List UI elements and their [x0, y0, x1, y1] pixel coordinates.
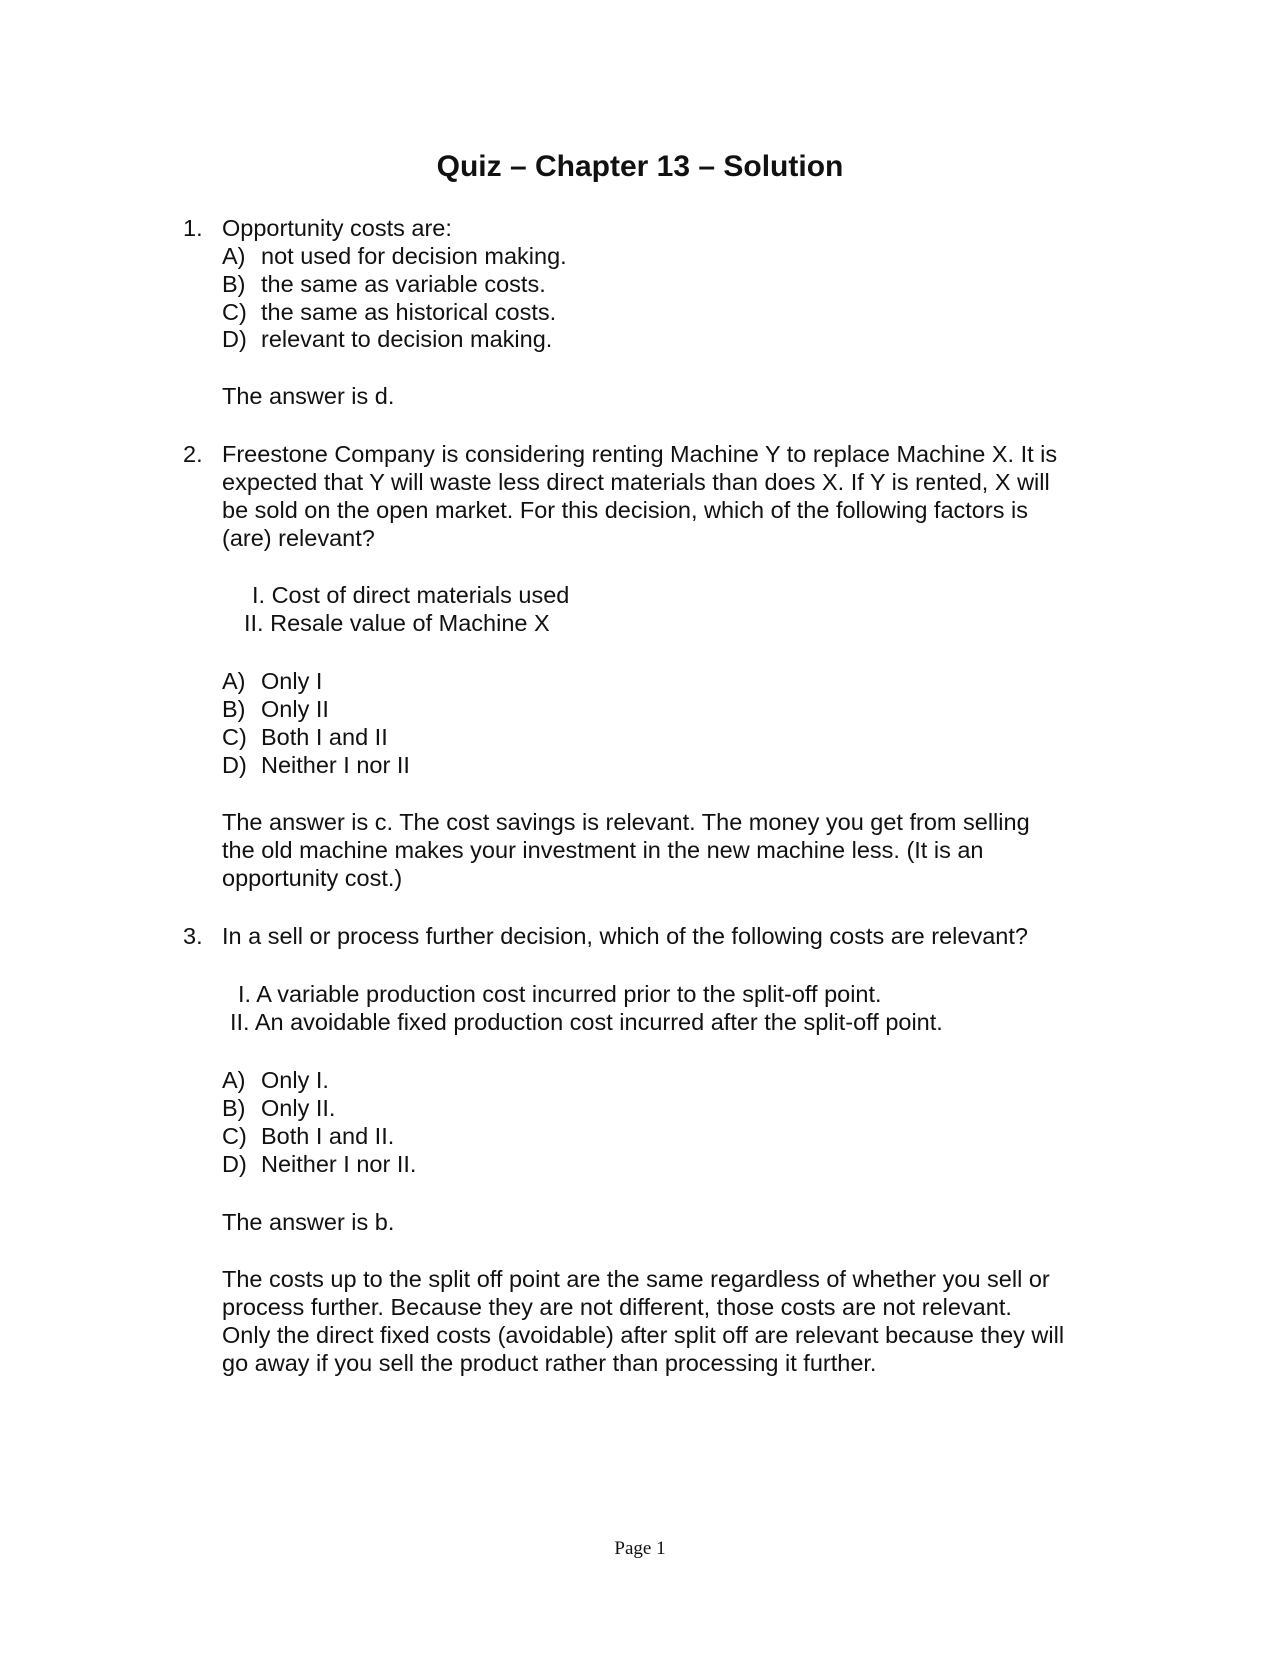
- question-2-stem-line-1: Freestone Company is considering renting Machine Y to replace Machine X. It is: [222, 441, 1058, 467]
- question-2-option-c-text: Both I and II: [261, 724, 388, 750]
- question-1-option-a-text: not used for decision making.: [261, 243, 567, 269]
- question-3-option-a-letter: A): [222, 1067, 246, 1093]
- question-2-option-a-letter: A): [222, 668, 246, 694]
- question-3-item-2: II. An avoidable fixed production cost incurred after the split-off point.: [230, 1009, 943, 1035]
- question-3-explanation-line-2: process further. Because they are not different, those costs are not relevant.: [222, 1294, 1012, 1320]
- question-2-number: 2.: [183, 441, 203, 467]
- question-1-option-c-letter: C): [222, 299, 247, 325]
- question-2-option-d-letter: D): [222, 752, 247, 778]
- question-2-stem-line-4: (are) relevant?: [222, 525, 375, 551]
- question-3-explanation-line-1: The costs up to the split off point are the same regardless of whether you sell or: [222, 1266, 1050, 1292]
- question-1-option-a-letter: A): [222, 243, 246, 269]
- question-3-explanation-line-4: go away if you sell the product rather than processing it further.: [222, 1350, 877, 1376]
- question-3-option-d-text: Neither I nor II.: [261, 1151, 417, 1177]
- question-1-stem: Opportunity costs are:: [222, 215, 452, 241]
- question-1-option-d-letter: D): [222, 326, 247, 352]
- question-3-number: 3.: [183, 923, 203, 949]
- question-2-answer-line-2: the old machine makes your investment in the new machine less. (It is an: [222, 837, 984, 863]
- question-1-option-c-text: the same as historical costs.: [261, 299, 557, 325]
- question-1-answer: The answer is d.: [222, 383, 395, 409]
- question-3-option-b-text: Only II.: [261, 1095, 336, 1121]
- question-2-item-1: I. Cost of direct materials used: [252, 582, 570, 608]
- question-2-answer-line-1: The answer is c. The cost savings is relevant. The money you get from selling: [222, 809, 1030, 835]
- question-2-option-b-letter: B): [222, 696, 246, 722]
- question-2-option-b-text: Only II: [261, 696, 329, 722]
- question-3-stem: In a sell or process further decision, which of the following costs are relevant?: [222, 923, 1028, 949]
- question-1-number: 1.: [183, 215, 203, 241]
- question-2-item-2: II. Resale value of Machine X: [244, 610, 550, 636]
- question-2-stem-line-2: expected that Y will waste less direct materials than does X. If Y is rented, X will: [222, 469, 1050, 495]
- page-title: Quiz – Chapter 13 – Solution: [436, 150, 844, 183]
- page-number-footer: Page 1: [614, 1538, 666, 1559]
- question-3-item-1: I. A variable production cost incurred prior to the split-off point.: [238, 981, 882, 1007]
- question-1-option-d-text: relevant to decision making.: [261, 326, 553, 352]
- question-2-option-d-text: Neither I nor II: [261, 752, 410, 778]
- question-2-stem-line-3: be sold on the open market. For this decision, which of the following factors is: [222, 497, 1028, 523]
- question-3-option-b-letter: B): [222, 1095, 246, 1121]
- question-3-option-d-letter: D): [222, 1151, 247, 1177]
- question-3-explanation-line-3: Only the direct fixed costs (avoidable) after split off are relevant because they will: [222, 1322, 1065, 1348]
- question-1-option-b-text: the same as variable costs.: [261, 271, 546, 297]
- question-2-answer-line-3: opportunity cost.): [222, 865, 403, 891]
- question-3-option-a-text: Only I.: [261, 1067, 329, 1093]
- question-1-option-b-letter: B): [222, 271, 246, 297]
- question-3-option-c-letter: C): [222, 1123, 247, 1149]
- question-3-option-c-text: Both I and II.: [261, 1123, 395, 1149]
- question-2-option-a-text: Only I: [261, 668, 323, 694]
- question-2-option-c-letter: C): [222, 724, 247, 750]
- question-3-answer: The answer is b.: [222, 1209, 395, 1235]
